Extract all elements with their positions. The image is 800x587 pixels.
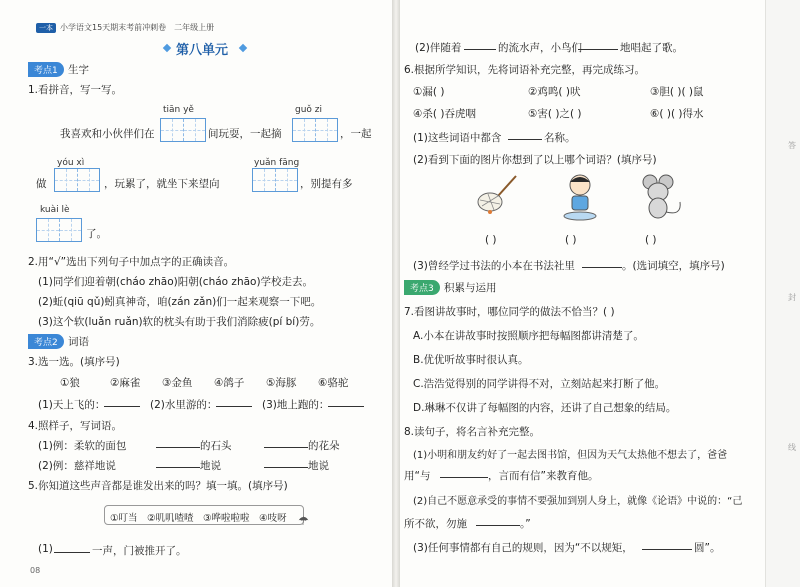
q1-pinyin-3: yóu xì: [57, 158, 85, 168]
net-fishing-image: [474, 172, 522, 220]
q3-option-3: ③金鱼: [162, 377, 193, 389]
q8-item2-c: 。”: [520, 518, 531, 530]
q8-item3-a: (3)任何事情都有自己的规则，因为“不以规矩，: [413, 542, 633, 554]
q3-blank-label-1: (1)天上飞的：: [38, 399, 106, 411]
q3-option-4: ④鸽子: [214, 377, 245, 389]
q4-blank-2[interactable]: [264, 438, 308, 448]
q6-blank-1[interactable]: [508, 130, 542, 140]
q3-prompt: 3.选一选。(填序号): [28, 356, 120, 368]
q1-prompt: 1.看拼音，写一写。: [28, 84, 123, 96]
q3-option-6: ⑥骆驼: [318, 377, 349, 389]
q7-option-a[interactable]: A.小本在讲故事时按照顺序把每幅图都讲清楚了。: [413, 330, 644, 342]
section-title-3: 积累与运用: [444, 282, 497, 294]
q3-blank-3[interactable]: [328, 397, 364, 407]
q5-sounds: ①叮当 ②叽叽喳喳 ③哗啦啦啦 ④吱呀: [110, 513, 287, 524]
q1-pinyin-5: kuài lè: [40, 205, 70, 215]
q1-line2-b: ，玩累了，就坐下来望向: [104, 178, 220, 190]
q4-blank-1[interactable]: [156, 438, 200, 448]
header-text: 小学语文15天期末考前冲刺卷 二年级上册: [60, 23, 215, 32]
section-title-1: 生字: [68, 64, 89, 76]
q1-grid-2[interactable]: [292, 118, 338, 142]
q5-item1-a: (1): [38, 543, 53, 555]
q6-word-2[interactable]: ②鸡鸣( )吠: [528, 86, 581, 98]
q8-prompt: 8.读句子，将名言补充完整。: [404, 426, 541, 438]
q1-grid-1[interactable]: [160, 118, 206, 142]
book-gutter: [392, 0, 400, 587]
q7-option-c[interactable]: C.浩浩觉得别的同学讲得不对，立刻站起来打断了他。: [413, 378, 666, 390]
q8-blank-2[interactable]: [476, 516, 520, 526]
q8-item3-b: 圆”。: [694, 542, 721, 554]
q1-line2-c: ，别提有多: [300, 178, 353, 190]
q6-word-5[interactable]: ⑤害( )之( ): [528, 108, 582, 120]
q6-paren-1[interactable]: ( ): [485, 234, 497, 246]
q2-item-1[interactable]: (1)同学们迎着朝(cháo zhāo)阳朝(cháo zhāo)学校走去。: [38, 276, 314, 288]
q3-blank-1[interactable]: [104, 397, 140, 407]
q6-blank-2[interactable]: [582, 258, 622, 268]
q6-word-6[interactable]: ⑥( )( )得水: [650, 108, 704, 120]
unit-title: 第八单元: [176, 43, 229, 58]
q6-sub1-b: 名称。: [544, 132, 576, 144]
q1-line1-b: 间玩耍，一起摘: [208, 128, 282, 140]
q6-word-1[interactable]: ①漏( ): [413, 86, 445, 98]
q8-item2-b: 所不欲，勿施: [404, 518, 467, 530]
section-tag-1: 考点1: [28, 62, 64, 77]
q4-suffix-4: 地说: [308, 460, 329, 472]
q6-sub2: (2)看到下面的图片你想到了以上哪个词语？(填序号): [413, 154, 657, 166]
edge-mark-feng: 封: [788, 293, 796, 302]
boy-image: [556, 172, 604, 222]
q6-sub1-a: (1)这些词语中都含: [413, 132, 502, 144]
q5-blank-1[interactable]: [54, 543, 90, 553]
q1-line1-c: ，一起: [340, 128, 372, 140]
q1-line2-a: 做: [36, 178, 47, 190]
q1-grid-4[interactable]: [252, 168, 298, 192]
q6-paren-3[interactable]: ( ): [645, 234, 657, 246]
q7-option-d[interactable]: D.琳琳不仅讲了每幅图的内容，还讲了自己想象的结局。: [413, 402, 677, 414]
q8-blank-3[interactable]: [642, 540, 692, 550]
q3-blank-2[interactable]: [216, 397, 252, 407]
q6-word-4[interactable]: ④杀( )吞虎咽: [413, 108, 476, 120]
q5-item2-a: (2)伴随着: [415, 42, 462, 54]
q5-blank-2[interactable]: [464, 40, 496, 50]
q5-item2-b: 的流水声，小鸟们: [498, 42, 582, 54]
q3-option-1: ①狼: [60, 377, 80, 389]
edge-mark-da: 答: [788, 141, 796, 150]
umbrella-icon: ☂: [298, 514, 309, 528]
q1-pinyin-1: tiān yě: [163, 105, 194, 115]
q6-word-3[interactable]: ③胆( )( )鼠: [650, 86, 704, 98]
section-title-2: 词语: [68, 336, 89, 348]
q1-line1-a: 我喜欢和小伙伴们在: [60, 128, 155, 140]
q4-prompt: 4.照样子，写词语。: [28, 420, 123, 432]
mouse-image: [636, 172, 688, 222]
q1-line3-b: 了。: [86, 228, 107, 240]
q4-blank-3[interactable]: [156, 458, 200, 468]
q8-blank-1[interactable]: [440, 468, 488, 478]
q8-item1-c: ，言而有信”来教育他。: [488, 470, 599, 482]
q3-option-5: ⑤海豚: [266, 377, 297, 389]
q4-suffix-1: 的石头: [200, 440, 232, 452]
q5-blank-3[interactable]: [578, 40, 618, 50]
section-tag-2: 考点2: [28, 334, 64, 349]
q5-item1-b: 一声，门被推开了。: [92, 545, 187, 557]
q4-suffix-3: 地说: [200, 460, 221, 472]
q3-blank-label-2: (2)水里游的：: [150, 399, 218, 411]
q7-prompt: 7.看图讲故事时，哪位同学的做法不恰当？( ): [404, 306, 615, 318]
q8-item1-a: (1)小明和朋友约好了一起去图书馆，但因为天气太热他不想去了，爸爸: [413, 450, 728, 461]
q6-prompt: 6.根据所学知识，先将词语补充完整，再完成练习。: [404, 64, 646, 76]
section-tag-3: 考点3: [404, 280, 440, 295]
q3-option-2: ②麻雀: [110, 377, 141, 389]
q2-item-2[interactable]: (2)蚯(qiū qǔ)蚓真神奇，咱(zán zǎn)们一起来观察一下吧。: [38, 296, 322, 308]
q1-pinyin-4: yuǎn fāng: [254, 158, 300, 168]
q1-grid-3[interactable]: [54, 168, 100, 192]
q2-item-3[interactable]: (3)这个软(luǎn ruǎn)软的枕头有助于我们消除疲(pí bí)劳。: [38, 316, 321, 328]
q1-pinyin-2: guǒ zi: [295, 105, 323, 115]
edge-mark-xian: 线: [788, 443, 796, 452]
q5-prompt: 5.你知道这些声音都是谁发出来的吗？填一填。(填序号): [28, 480, 288, 492]
q2-prompt: 2.用“√”选出下列句子中加点字的正确读音。: [28, 256, 235, 268]
q4-suffix-2: 的花朵: [308, 440, 340, 452]
q7-option-b[interactable]: B.优优听故事时很认真。: [413, 354, 529, 366]
q5-item2-c: 地唱起了歌。: [620, 42, 683, 54]
q6-sub3-b: 。(选词填空，填序号): [622, 260, 725, 272]
q4-example-2: (2)例：慈祥地说: [38, 460, 116, 472]
q4-example-1: (1)例：柔软的面包: [38, 440, 127, 452]
q8-item1-b: 用“与: [404, 470, 431, 482]
q8-item2-a: (2)自己不愿意承受的事情不要强加到别人身上，就像《论语》中说的：“己: [413, 496, 743, 507]
q6-sub3-a: (3)曾经学过书法的小本在书法社里: [413, 260, 575, 272]
q3-blank-label-3: (3)地上跑的：: [262, 399, 330, 411]
page-number-left: 08: [30, 566, 41, 575]
q4-blank-4[interactable]: [264, 458, 308, 468]
q6-paren-2[interactable]: ( ): [565, 234, 577, 246]
header-badge: 一本: [36, 23, 56, 33]
q1-grid-5[interactable]: [36, 218, 82, 242]
